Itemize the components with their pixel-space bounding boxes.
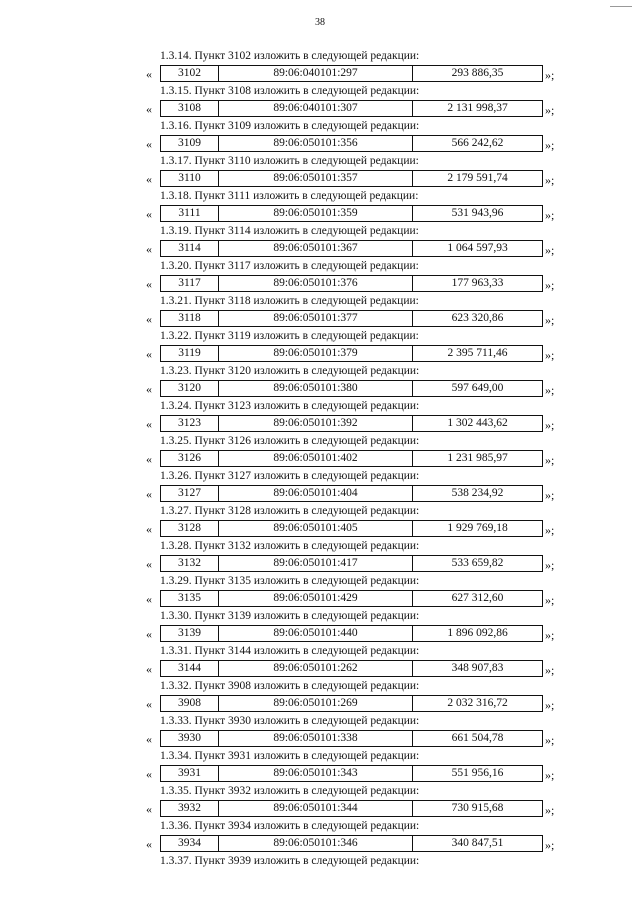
amendment-item xyxy=(0,85,640,120)
quote-close: »; xyxy=(545,243,555,257)
table-row xyxy=(0,345,640,362)
quote-open: « xyxy=(146,172,152,186)
value-cell: 2 131 998,37 xyxy=(447,102,508,114)
cadastral-number-cell: 89:06:050101:359 xyxy=(219,206,413,221)
item-number-cell: 3932 xyxy=(161,801,219,816)
table-row xyxy=(0,485,640,502)
data-table xyxy=(160,345,543,362)
amendment-item xyxy=(0,50,640,85)
cadastral-number-cell: 89:06:050101:262 xyxy=(219,661,413,676)
quote-close: »; xyxy=(545,628,555,642)
amendments-list xyxy=(0,50,640,867)
amendment-item xyxy=(0,225,640,260)
quote-open: « xyxy=(146,557,152,571)
data-table xyxy=(160,380,543,397)
amendment-heading: 1.3.26. Пункт 3127 изложить в следующей редакции: xyxy=(160,470,420,482)
value-cell: 340 847,51 xyxy=(451,837,504,849)
value-cell: 623 320,86 xyxy=(451,312,504,324)
table-row xyxy=(0,730,640,747)
data-table xyxy=(160,240,543,257)
data-table xyxy=(160,135,543,152)
value-cell: 1 929 769,18 xyxy=(447,522,508,534)
quote-open: « xyxy=(146,347,152,361)
amendment-heading: 1.3.33. Пункт 3930 изложить в следующей редакции: xyxy=(160,715,420,727)
data-table xyxy=(160,170,543,187)
amendment-item xyxy=(0,470,640,505)
value-cell: 730 915,68 xyxy=(451,802,504,814)
table-row xyxy=(0,520,640,537)
item-number-cell: 3114 xyxy=(161,241,219,256)
quote-open: « xyxy=(146,522,152,536)
quote-open: « xyxy=(146,452,152,466)
amendment-heading: 1.3.32. Пункт 3908 изложить в следующей редакции: xyxy=(160,680,420,692)
value-cell: 2 179 591,74 xyxy=(447,172,508,184)
item-number-cell: 3934 xyxy=(161,836,219,851)
amendment-item xyxy=(0,715,640,750)
data-table xyxy=(160,520,543,537)
data-table xyxy=(160,660,543,677)
value-cell: 1 231 985,97 xyxy=(447,452,508,464)
amendment-item xyxy=(0,190,640,225)
cadastral-number-cell: 89:06:050101:357 xyxy=(219,171,413,186)
quote-close: »; xyxy=(545,453,555,467)
item-number-cell: 3931 xyxy=(161,766,219,781)
quote-close: »; xyxy=(545,278,555,292)
quote-open: « xyxy=(146,207,152,221)
quote-open: « xyxy=(146,802,152,816)
amendment-item xyxy=(0,645,640,680)
value-cell: 1 302 443,62 xyxy=(447,417,508,429)
value-cell: 177 963,33 xyxy=(451,277,504,289)
data-table xyxy=(160,625,543,642)
quote-open: « xyxy=(146,102,152,116)
item-number-cell: 3118 xyxy=(161,311,219,326)
amendment-item xyxy=(0,400,640,435)
data-table xyxy=(160,100,543,117)
value-cell: 2 395 711,46 xyxy=(447,347,508,359)
page-number: 38 xyxy=(315,17,325,28)
value-cell: 597 649,00 xyxy=(451,382,504,394)
value-cell: 1 064 597,93 xyxy=(447,242,508,254)
value-cell: 2 032 316,72 xyxy=(447,697,508,709)
amendment-heading: 1.3.23. Пункт 3120 изложить в следующей редакции: xyxy=(160,365,420,377)
item-number-cell: 3108 xyxy=(161,101,219,116)
item-number-cell: 3127 xyxy=(161,486,219,501)
item-number-cell: 3110 xyxy=(161,171,219,186)
value-cell: 533 659,82 xyxy=(451,557,504,569)
quote-close: »; xyxy=(545,138,555,152)
amendment-item xyxy=(0,680,640,715)
data-table xyxy=(160,450,543,467)
amendment-item xyxy=(0,330,640,365)
cadastral-number-cell: 89:06:050101:356 xyxy=(219,136,413,151)
data-table xyxy=(160,205,543,222)
amendment-heading: 1.3.35. Пункт 3932 изложить в следующей редакции: xyxy=(160,785,420,797)
value-cell: 566 242,62 xyxy=(451,137,504,149)
amendment-heading-last: 1.3.37. Пункт 3939 изложить в следующей редакции: xyxy=(160,855,420,867)
item-number-cell: 3126 xyxy=(161,451,219,466)
quote-close: »; xyxy=(545,418,555,432)
amendment-item xyxy=(0,575,640,610)
item-number-cell: 3120 xyxy=(161,381,219,396)
amendment-heading: 1.3.14. Пункт 3102 изложить в следующей редакции: xyxy=(160,50,420,62)
amendment-item xyxy=(0,750,640,785)
cadastral-number-cell: 89:06:050101:392 xyxy=(219,416,413,431)
cadastral-number-cell: 89:06:050101:338 xyxy=(219,731,413,746)
cadastral-number-cell: 89:06:050101:376 xyxy=(219,276,413,291)
item-number-cell: 3144 xyxy=(161,661,219,676)
table-row xyxy=(0,415,640,432)
quote-close: »; xyxy=(545,208,555,222)
data-table xyxy=(160,590,543,607)
item-number-cell: 3109 xyxy=(161,136,219,151)
item-number-cell: 3930 xyxy=(161,731,219,746)
amendment-heading: 1.3.19. Пункт 3114 изложить в следующей редакции: xyxy=(160,225,419,237)
quote-open: « xyxy=(146,767,152,781)
cadastral-number-cell: 89:06:050101:367 xyxy=(219,241,413,256)
item-number-cell: 3132 xyxy=(161,556,219,571)
table-row xyxy=(0,660,640,677)
corner-mark xyxy=(610,6,632,7)
amendment-heading: 1.3.25. Пункт 3126 изложить в следующей редакции: xyxy=(160,435,420,447)
table-row xyxy=(0,170,640,187)
quote-close: »; xyxy=(545,103,555,117)
quote-close: »; xyxy=(545,68,555,82)
item-number-cell: 3119 xyxy=(161,346,219,361)
amendment-item xyxy=(0,435,640,470)
table-row xyxy=(0,765,640,782)
cadastral-number-cell: 89:06:050101:405 xyxy=(219,521,413,536)
item-number-cell: 3128 xyxy=(161,521,219,536)
amendment-heading: 1.3.28. Пункт 3132 изложить в следующей редакции: xyxy=(160,540,420,552)
cadastral-number-cell: 89:06:050101:404 xyxy=(219,486,413,501)
value-cell: 1 896 092,86 xyxy=(447,627,508,639)
cadastral-number-cell: 89:06:050101:402 xyxy=(219,451,413,466)
cadastral-number-cell: 89:06:050101:377 xyxy=(219,311,413,326)
quote-close: »; xyxy=(545,698,555,712)
cadastral-number-cell: 89:06:050101:344 xyxy=(219,801,413,816)
quote-close: »; xyxy=(545,523,555,537)
cadastral-number-cell: 89:06:050101:379 xyxy=(219,346,413,361)
data-table xyxy=(160,485,543,502)
data-table xyxy=(160,765,543,782)
quote-open: « xyxy=(146,592,152,606)
table-row xyxy=(0,100,640,117)
amendment-item xyxy=(0,120,640,155)
cadastral-number-cell: 89:06:040101:297 xyxy=(219,66,413,81)
table-row xyxy=(0,275,640,292)
quote-close: »; xyxy=(545,768,555,782)
quote-close: »; xyxy=(545,558,555,572)
amendment-item xyxy=(0,155,640,190)
amendment-heading: 1.3.31. Пункт 3144 изложить в следующей редакции: xyxy=(160,645,420,657)
quote-open: « xyxy=(146,662,152,676)
cadastral-number-cell: 89:06:040101:307 xyxy=(219,101,413,116)
table-row xyxy=(0,310,640,327)
cadastral-number-cell: 89:06:050101:380 xyxy=(219,381,413,396)
amendment-item xyxy=(0,785,640,820)
cadastral-number-cell: 89:06:050101:269 xyxy=(219,696,413,711)
item-number-cell: 3111 xyxy=(161,206,219,221)
data-table xyxy=(160,65,543,82)
quote-close: »; xyxy=(545,383,555,397)
item-number-cell: 3117 xyxy=(161,276,219,291)
table-row xyxy=(0,695,640,712)
amendment-heading: 1.3.17. Пункт 3110 изложить в следующей редакции: xyxy=(160,155,419,167)
amendment-heading: 1.3.34. Пункт 3931 изложить в следующей редакции: xyxy=(160,750,420,762)
amendment-heading: 1.3.21. Пункт 3118 изложить в следующей редакции: xyxy=(160,295,419,307)
quote-close: »; xyxy=(545,593,555,607)
cadastral-number-cell: 89:06:050101:429 xyxy=(219,591,413,606)
quote-open: « xyxy=(146,137,152,151)
table-row xyxy=(0,65,640,82)
table-row xyxy=(0,380,640,397)
quote-open: « xyxy=(146,417,152,431)
quote-open: « xyxy=(146,277,152,291)
quote-open: « xyxy=(146,627,152,641)
data-table xyxy=(160,800,543,817)
table-row xyxy=(0,590,640,607)
quote-open: « xyxy=(146,382,152,396)
table-row xyxy=(0,625,640,642)
cadastral-number-cell: 89:06:050101:440 xyxy=(219,626,413,641)
amendment-item xyxy=(0,610,640,645)
quote-open: « xyxy=(146,732,152,746)
table-row xyxy=(0,835,640,852)
table-row xyxy=(0,555,640,572)
data-table xyxy=(160,415,543,432)
item-number-cell: 3908 xyxy=(161,696,219,711)
quote-close: »; xyxy=(545,803,555,817)
amendment-heading: 1.3.29. Пункт 3135 изложить в следующей редакции: xyxy=(160,575,420,587)
amendment-item xyxy=(0,820,640,855)
quote-close: »; xyxy=(545,348,555,362)
data-table xyxy=(160,310,543,327)
amendment-heading: 1.3.18. Пункт 3111 изложить в следующей редакции: xyxy=(160,190,419,202)
quote-open: « xyxy=(146,242,152,256)
value-cell: 293 886,35 xyxy=(451,67,504,79)
data-table xyxy=(160,555,543,572)
quote-open: « xyxy=(146,697,152,711)
quote-open: « xyxy=(146,312,152,326)
amendment-heading: 1.3.15. Пункт 3108 изложить в следующей редакции: xyxy=(160,85,420,97)
value-cell: 551 956,16 xyxy=(451,767,504,779)
amendment-item xyxy=(0,540,640,575)
quote-close: »; xyxy=(545,488,555,502)
value-cell: 348 907,83 xyxy=(451,662,504,674)
amendment-heading: 1.3.22. Пункт 3119 изложить в следующей редакции: xyxy=(160,330,419,342)
amendment-item xyxy=(0,505,640,540)
data-table xyxy=(160,695,543,712)
quote-open: « xyxy=(146,837,152,851)
value-cell: 627 312,60 xyxy=(451,592,504,604)
item-number-cell: 3139 xyxy=(161,626,219,641)
table-row xyxy=(0,205,640,222)
quote-close: »; xyxy=(545,733,555,747)
amendment-item xyxy=(0,295,640,330)
amendment-heading: 1.3.36. Пункт 3934 изложить в следующей редакции: xyxy=(160,820,420,832)
quote-close: »; xyxy=(545,838,555,852)
quote-open: « xyxy=(146,67,152,81)
quote-close: »; xyxy=(545,313,555,327)
data-table xyxy=(160,835,543,852)
amendment-item xyxy=(0,260,640,295)
table-row xyxy=(0,450,640,467)
amendment-heading: 1.3.24. Пункт 3123 изложить в следующей редакции: xyxy=(160,400,420,412)
cadastral-number-cell: 89:06:050101:343 xyxy=(219,766,413,781)
amendment-heading: 1.3.27. Пункт 3128 изложить в следующей редакции: xyxy=(160,505,420,517)
item-number-cell: 3123 xyxy=(161,416,219,431)
quote-close: »; xyxy=(545,173,555,187)
amendment-item xyxy=(0,365,640,400)
data-table xyxy=(160,730,543,747)
value-cell: 538 234,92 xyxy=(451,487,504,499)
amendment-heading: 1.3.30. Пункт 3139 изложить в следующей редакции: xyxy=(160,610,420,622)
item-number-cell: 3102 xyxy=(161,66,219,81)
quote-open: « xyxy=(146,487,152,501)
item-number-cell: 3135 xyxy=(161,591,219,606)
quote-close: »; xyxy=(545,663,555,677)
cadastral-number-cell: 89:06:050101:346 xyxy=(219,836,413,851)
table-row xyxy=(0,240,640,257)
data-table xyxy=(160,275,543,292)
cadastral-number-cell: 89:06:050101:417 xyxy=(219,556,413,571)
amendment-heading: 1.3.16. Пункт 3109 изложить в следующей редакции: xyxy=(160,120,420,132)
value-cell: 531 943,96 xyxy=(451,207,504,219)
value-cell: 661 504,78 xyxy=(451,732,504,744)
amendment-heading: 1.3.20. Пункт 3117 изложить в следующей редакции: xyxy=(160,260,419,272)
table-row xyxy=(0,135,640,152)
table-row xyxy=(0,800,640,817)
